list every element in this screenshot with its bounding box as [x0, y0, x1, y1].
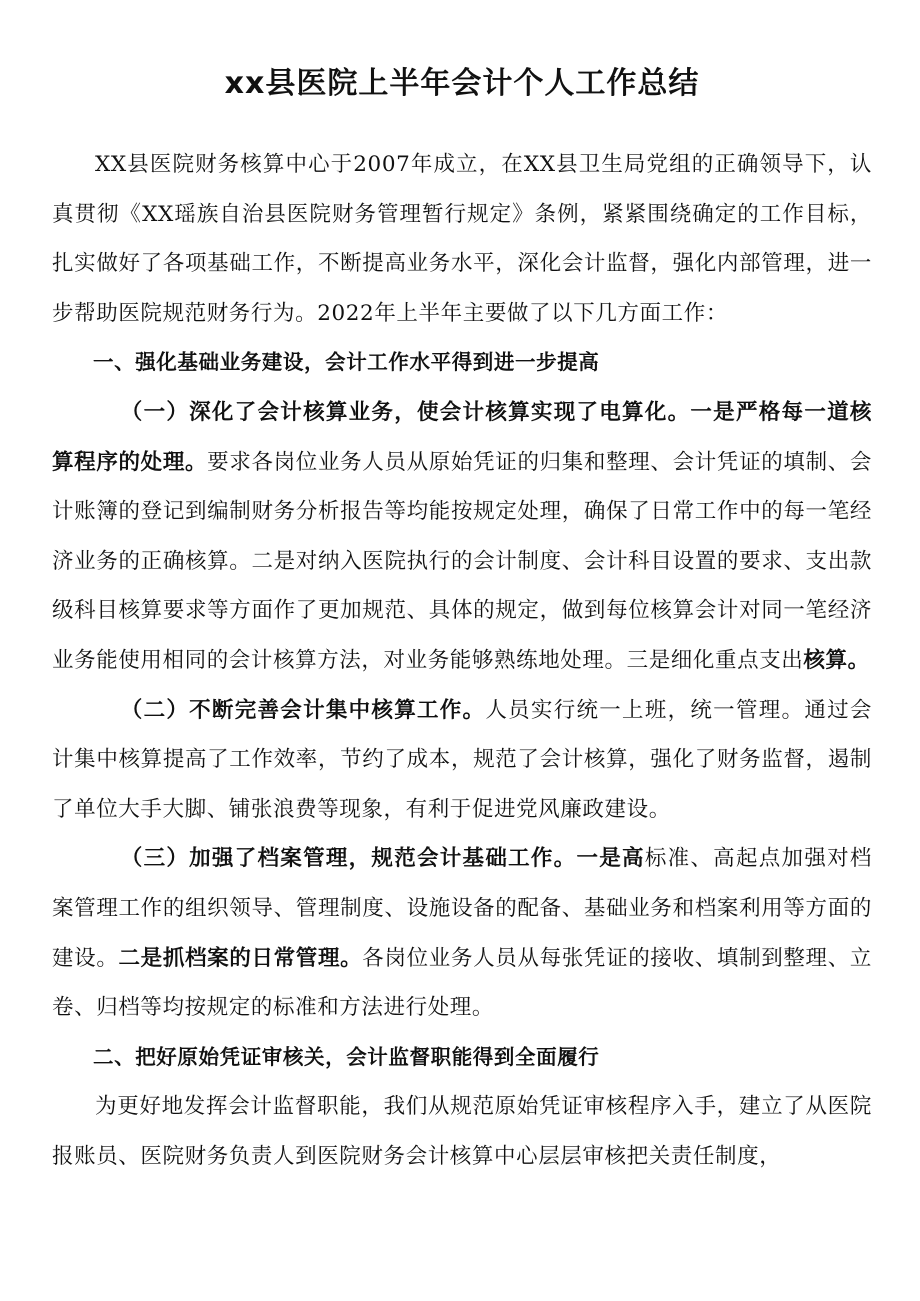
- section-2-paragraph: 为更好地发挥会计监督职能，我们从规范原始凭证审核程序入手，建立了从医院报账员、医院财务负责人到医院财务会计核算中心层层审核把关责任制度，: [52, 1094, 872, 1169]
- section-1-heading: 一、强化基础业务建设，会计工作水平得到进一步提高: [93, 350, 600, 375]
- item-3-body: 标准、高起点加强对档案管理工作的组织领导、管理制度、设施设备的配备、基础业务和档案利用等方面的建设。: [52, 846, 872, 971]
- intro-paragraph: XX县医院财务核算中心于2007年成立，在XX县卫生局党组的正确领导下，认真贯彻《XX瑶族自治县医院财务管理暂行规定》条例，紧紧围绕确定的工作目标，扎实做好了各项基础工作，不断提高业务水平，深化会计监督，强化内部管理，进一步帮助医院规范财务行为。2022年上半年主要做了以下几方面工作：: [52, 152, 872, 326]
- item-2-body: 人员实行统一上班，统一管理。通过会计集中核算提高了工作效率，节约了成本，规范了会计核算，强化了财务监督，遏制了单位大手大脚、铺张浪费等现象，有利于促进党风廉政建设。: [52, 697, 872, 822]
- section-2-heading: 二、把好原始凭证审核关，会计监督职能得到全面履行: [93, 1044, 600, 1069]
- document-title: xx县医院上半年会计个人工作总结: [224, 66, 700, 101]
- item-3-body-2: 各岗位业务人员从每张凭证的接收、填制到整理、立卷、归档等均按规定的标准和方法进行处理。: [52, 945, 872, 1021]
- item-1-body: 要求各岗位业务人员从原始凭证的归集和整理、会计凭证的填制、会计账簿的登记到编制财务分析报告等均能按规定处理，确保了日常工作中的每一笔经济业务的正确核算。二是对纳入医院执行的会计制度、会计科目设置的要求、支出款级科目核算要求等方面作了更加规范、具体的规定，做到每位核算会计对同一笔经济业务能使用相同的会计核算方法，对业务能够熟练地处理。三是细化重点支出: [52, 449, 872, 673]
- item-2-lead: （二）不断完善会计集中核算工作。: [120, 697, 486, 723]
- item-1-tail: 核算。: [803, 647, 870, 673]
- item-3-lead: （三）加强了档案管理，规范会计基础工作。一是高: [120, 846, 645, 872]
- section-1-item-3: [52, 834, 872, 1032]
- section-1-item-1: [52, 388, 872, 686]
- item-1-lead: （一）深化了会计核算业务，使会计核算实现了电算化。一是严格每一道核算程序的处理。: [52, 399, 872, 475]
- item-3-lead-2: 二是抓档案的日常管理。: [118, 945, 363, 971]
- section-1-item-2: [52, 686, 872, 835]
